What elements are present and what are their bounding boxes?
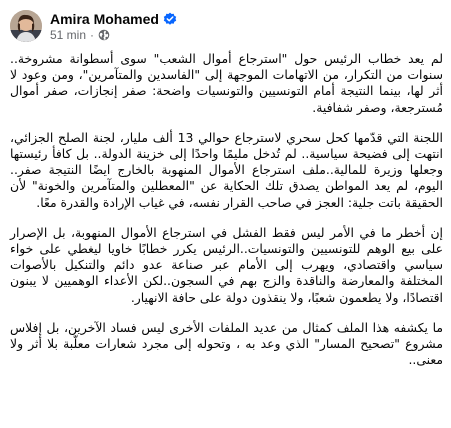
author-avatar[interactable] (10, 10, 42, 42)
post-paragraph-2: اللجنة التي قدّمها كحل سحري لاسترجاع حوالي 13 ألف مليار، لجنة الصلح الجزائي، انتهت إلى فضيحة سياسية.. لم تُدخل مليمًا واحدًا إلى خزينة الدولة.. بل كافأ رئيستها وجعلها وزيرة للمالية..ملف استرجاع الأموال المنهوبة بالخارج ايضًا النتيجة صفر.. اليوم، لم يعد المواطن يصدق تلك الحكاية عن "المعطلين والمتآمرين والخونة" لأن الحقيقة باتت جلية: العجز في صاحب القرار نفسه، في غياب الإرادة والقدرة معًا. (10, 129, 443, 210)
post-header (10, 0, 443, 48)
post-paragraph-1: لم يعد خطاب الرئيس حول "استرجاع أموال الشعب" سوى أسطوانة مشروخة.. سنوات من التكرار، من الاتهامات الموجهة إلى "الفاسدين والمتآمرين"، ومن وعود لا أثر لها، بينما النتيجة أمام التونسيين والتونسيات واضحة: صفر إنجازات، صفر أموال مُسترجعة، وصفر شفافية. (10, 51, 443, 115)
verified-badge-icon (163, 12, 177, 26)
post-subline (50, 28, 177, 42)
globe-icon[interactable] (98, 29, 110, 41)
post-meta (50, 11, 177, 42)
meta-separator: · (90, 27, 95, 42)
avatar-image (10, 10, 42, 42)
post-body (10, 51, 443, 368)
author-row (50, 11, 177, 27)
post-paragraph-3: إن أخطر ما في الأمر ليس فقط الفشل في استرجاع الأموال المنهوبة، بل الإصرار على بيع الوهم للتونسيين والتونسيات..الرئيس يكرر خطابًا خاويا ليغطي على خواء سياسي واقتصادي، ويهرب إلى الأمام عبر صناعة عدو دائم والتنكيل بالأصوات المختلفة والمعارضة والناقدة والزج بهم في السجون..لكن الأعداء الوهميين لا يبنون اقتصادًا، ولا يطعمون شعبًا، ولا ينقذون دولة على حافة الانهيار. (10, 224, 443, 305)
author-name[interactable]: Amira Mohamed (50, 10, 159, 27)
post-timestamp[interactable]: 51 min (50, 27, 87, 42)
post-paragraph-4: ما يكشفه هذا الملف كمثال من عديد الملفات الأخرى ليس فساد الآخرين، بل إفلاس مشروع "تصحيح المسار" الذي وعد به ، وتحوله إلى مجرد شعارات معلّبة بلا أثر ولا معنى.. (10, 319, 443, 368)
